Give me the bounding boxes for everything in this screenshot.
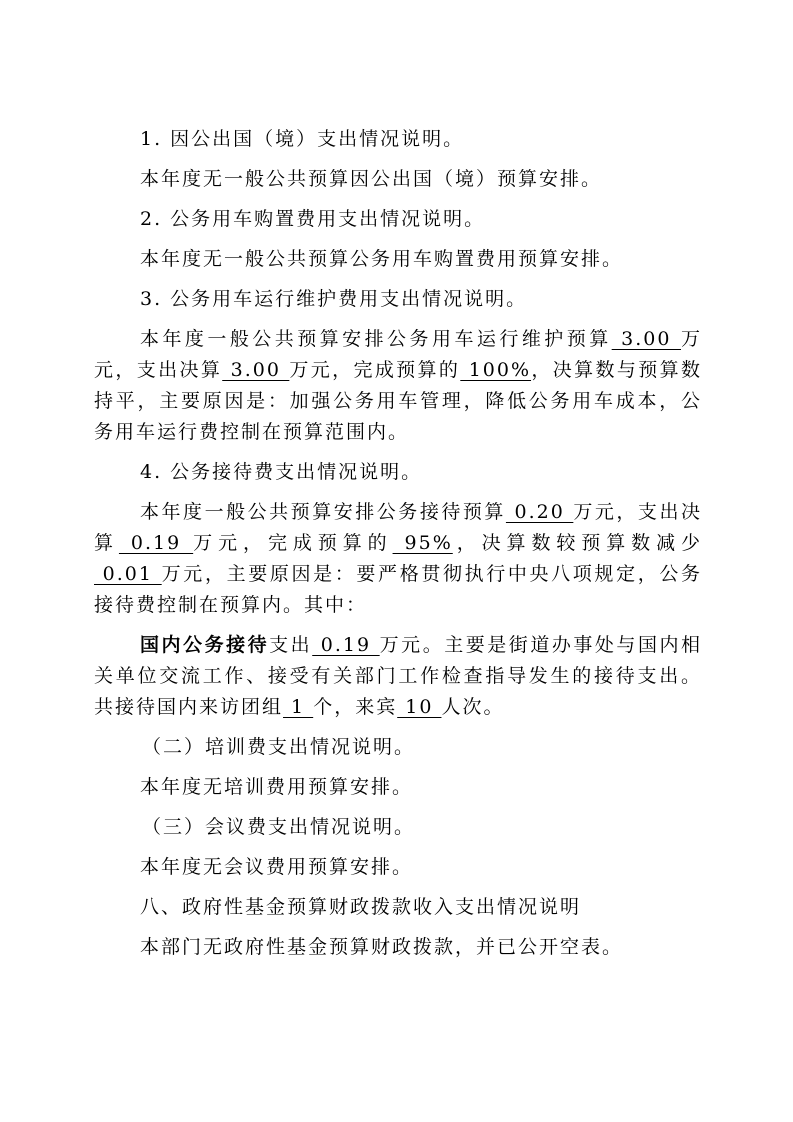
text: 支出	[269, 634, 313, 656]
domestic-amount-value: 0.19	[312, 634, 380, 656]
text: 万元，完成预算的	[193, 532, 393, 554]
vehicle-actual-value: 3.00	[222, 359, 290, 381]
text: 人次。	[441, 696, 505, 718]
groups-count-value: 1	[283, 696, 314, 718]
section-1-heading: 1. 因公出国（境）支出情况说明。	[140, 128, 465, 150]
fund-section-heading: 八、政府性基金预算财政拨款收入支出情况说明	[140, 896, 582, 918]
section-2-heading: 2. 公务用车购置费用支出情况说明。	[140, 208, 486, 230]
visitors-count-value: 10	[397, 696, 442, 718]
document-body	[94, 124, 702, 972]
section-1-body: 本年度无一般公共预算因公出国（境）预算安排。	[140, 168, 603, 190]
text: 本年度一般公共预算安排公务用车运行维护预算	[140, 328, 612, 350]
text: 个，来宾	[313, 696, 398, 718]
reception-budget-value: 0.20	[505, 501, 574, 523]
text: 万元，支出决算	[94, 501, 702, 554]
text: 万元，支出决算	[94, 328, 702, 381]
reception-rate-value: 95%	[392, 532, 453, 554]
vehicle-budget-value: 3.00	[611, 328, 681, 350]
section-4-body	[94, 497, 702, 621]
meeting-heading: （三）会议费支出情况说明。	[142, 816, 416, 838]
text: 万元。主要是街道办事处与国内相关单位交流工作、接受有关部门工作检查指导发生的接待支出。共接待国内来访团组	[94, 634, 702, 718]
text: ，决算数与预算数持平，主要原因是：加强公务用车管理，降低公务用车成本，公务用车运行费控制在预算范围内。	[94, 359, 702, 443]
text: 万元，主要原因是：要严格贯彻执行中央八项规定，公务接待费控制在预算内。其中：	[94, 563, 702, 616]
fund-section-body: 本部门无政府性基金预算财政拨款，并已公开空表。	[140, 936, 624, 958]
meeting-body: 本年度无会议费用预算安排。	[140, 856, 414, 878]
reception-actual-value: 0.19	[118, 532, 194, 554]
section-3-heading: 3. 公务用车运行维护费用支出情况说明。	[140, 288, 528, 310]
section-3-body	[94, 324, 702, 448]
section-2-body: 本年度无一般公共预算公务用车购置费用预算安排。	[140, 248, 624, 270]
domestic-reception-paragraph	[94, 630, 702, 723]
text: 万元，完成预算的	[289, 359, 461, 381]
training-body: 本年度无培训费用预算安排。	[140, 776, 414, 798]
domestic-reception-label: 国内公务接待	[140, 634, 270, 656]
section-4-heading: 4. 公务接待费支出情况说明。	[140, 461, 423, 483]
text: ，决算数较预算数减少	[452, 532, 702, 554]
vehicle-rate-value: 100%	[460, 359, 532, 381]
training-heading: （二）培训费支出情况说明。	[142, 736, 416, 758]
reception-decrease-value: 0.01	[94, 563, 162, 585]
text: 本年度一般公共预算安排公务接待预算	[140, 501, 506, 523]
